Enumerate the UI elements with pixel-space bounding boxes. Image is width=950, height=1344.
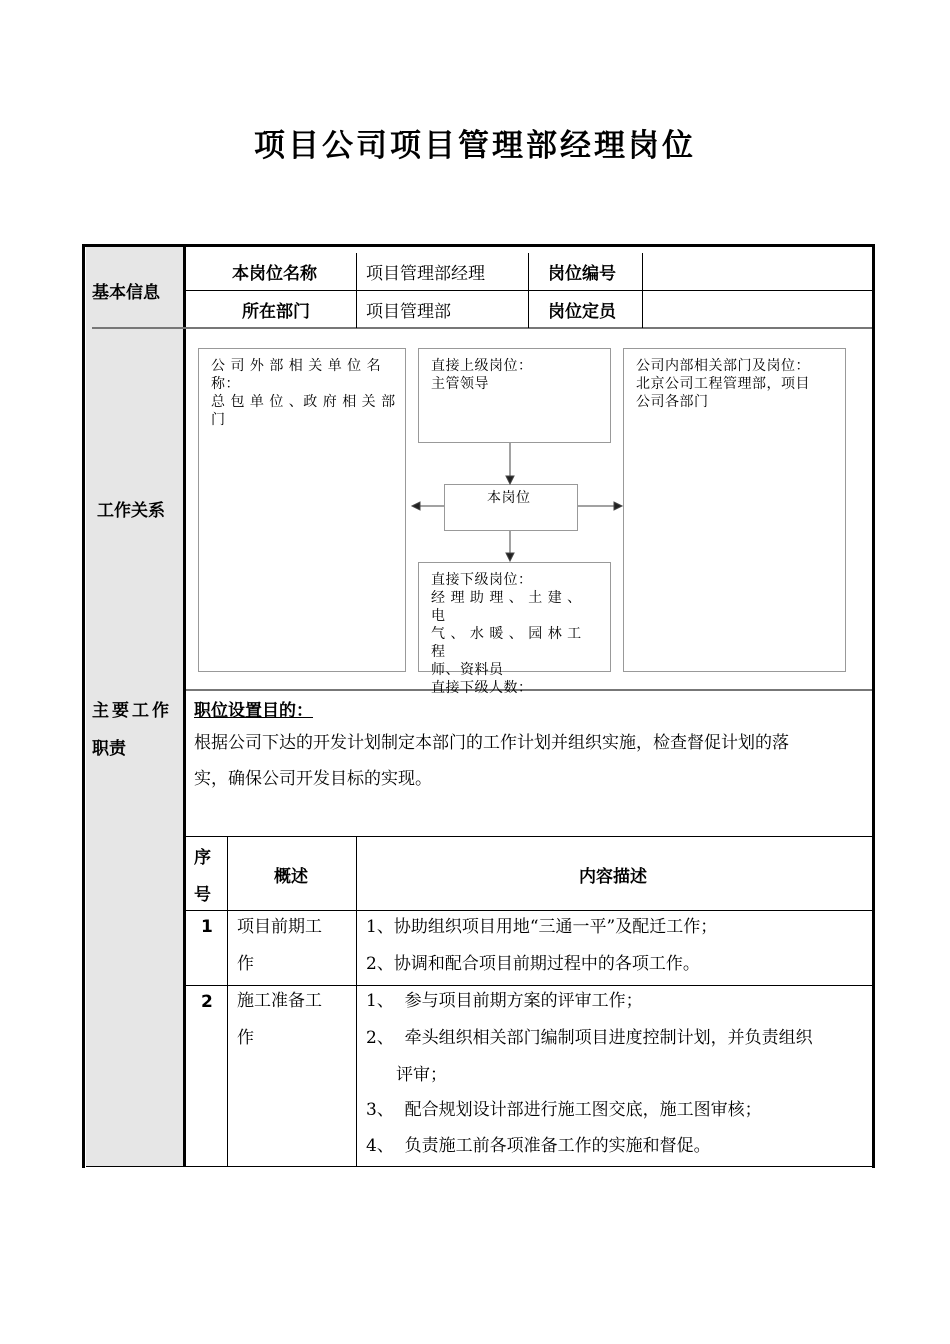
purpose-line-2: 实，确保公司开发目标的实现。 [194, 769, 432, 789]
row-2-line-2: 2、 牵头组织相关部门编制项目进度控制计划，并负责组织 [366, 1028, 813, 1048]
row-2-line-4: 3、 配合规划设计部进行施工图交底，施工图审核； [366, 1100, 762, 1120]
basic-row-divider [186, 290, 872, 291]
relation-arrows [400, 440, 630, 570]
row-2-number: 2 [201, 992, 213, 1012]
position-name-label: 本岗位名称 [232, 264, 317, 284]
external-units-text: 公 司 外 部 相 关 单 位 名 称： 总 包 单 位 、政 府 相 关 部 门 [211, 358, 396, 428]
row-1-line-2: 2、协调和配合项目前期过程中的各项工作。 [366, 954, 700, 974]
self-position-text: 本岗位 [487, 490, 531, 506]
header-no-2: 号 [194, 885, 211, 905]
header-no-1: 序 [194, 848, 211, 868]
duties-section-label-1: 主要工作 [92, 701, 172, 721]
department-value: 项目管理部 [366, 302, 451, 322]
duties-table-top [186, 836, 872, 837]
relations-section-label: 工作关系 [97, 501, 165, 521]
position-name-value: 项目管理部经理 [366, 264, 485, 284]
row-2-summary-2: 作 [237, 1028, 254, 1048]
superior-text: 直接上级岗位： 主管领导 [431, 358, 533, 392]
table-left-border [82, 244, 85, 1168]
row-2-line-5: 4、 负责施工前各项准备工作的实施和督促。 [366, 1136, 711, 1156]
subordinate-text: 直接下级岗位： 经 理 助 理 、 土 建 、 电 气 、 水 暖 、 园 林 工 程 师、资料员 直接下级人数： [431, 572, 582, 696]
table-right-border [872, 244, 875, 1168]
row-1-summary-1: 项目前期工 [237, 917, 322, 937]
basic-section-label: 基本信息 [92, 283, 160, 303]
label-column-divider [183, 246, 186, 1166]
position-quota-label: 岗位定员 [548, 302, 616, 322]
position-code-label: 岗位编号 [548, 264, 616, 284]
row-2-summary-1: 施工准备工 [237, 991, 322, 1011]
duties-col-divider-1 [227, 836, 228, 1166]
basic-section-bottom [92, 327, 872, 329]
duties-section-label-2: 职责 [92, 739, 126, 759]
arrow-right-to-internal-head [614, 502, 622, 510]
arrow-left-to-external-head [412, 502, 420, 510]
purpose-line-1: 根据公司下达的开发计划制定本部门的工作计划并组织实施，检查督促计划的落 [194, 733, 789, 753]
row-2-line-1: 1、 参与项目前期方案的评审工作； [366, 991, 643, 1011]
row-1-number: 1 [201, 917, 213, 937]
table-bottom-border [86, 1166, 875, 1167]
basic-col-divider-1 [356, 253, 357, 328]
duties-col-divider-2 [356, 836, 357, 1166]
arrow-down-to-self-head [506, 476, 514, 484]
page-title: 项目公司项目管理部经理岗位 [254, 128, 696, 164]
table-top-border [82, 244, 875, 247]
row-2-line-3: 评审； [396, 1065, 447, 1085]
row-1-line-1: 1、协助组织项目用地“三通一平”及配迁工作； [366, 917, 718, 937]
header-description: 内容描述 [579, 867, 647, 887]
purpose-heading: 职位设置目的： [194, 701, 313, 721]
header-summary: 概述 [274, 867, 308, 887]
basic-col-divider-3 [642, 253, 643, 328]
row-1-summary-2: 作 [237, 954, 254, 974]
arrow-down-to-subordinate-head [506, 553, 514, 561]
internal-departments-text: 公司内部相关部门及岗位： 北京公司工程管理部，项目 公司各部门 [636, 358, 810, 410]
basic-col-divider-2 [528, 253, 529, 328]
department-label: 所在部门 [242, 302, 310, 322]
